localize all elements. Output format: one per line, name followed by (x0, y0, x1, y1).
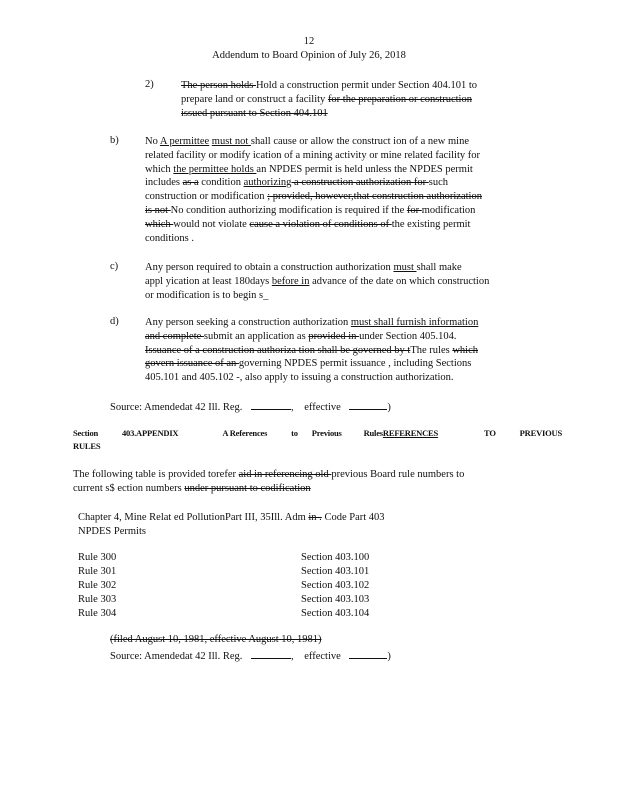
body-text: includes (145, 177, 183, 189)
source-text: Source: Amendedat 42 Ill. Reg. (110, 651, 243, 662)
body-text: Hold a construction permit under Section 404.101 to (255, 80, 477, 91)
blank-line (349, 400, 387, 410)
appendix-heading (73, 428, 562, 438)
table-row (78, 564, 378, 578)
inserted-text: before in (271, 275, 310, 287)
body-text: appl yication at least 180days (145, 275, 272, 287)
body-text: 405.101 and 405.102 -, also apply to issuing a construction authorization. (145, 372, 454, 384)
table-row (78, 550, 378, 564)
body-text: would not violate (173, 218, 250, 230)
body-text: Chapter 4, Mine Relat ed PollutionPart III, 35Ill. Adm (78, 512, 309, 523)
body-text: Code Part 403 (321, 512, 385, 523)
deleted-text: govern issuance of an (145, 358, 239, 370)
deleted-text: Issuance of a construction authoriza tion shall be governed by t (145, 344, 411, 356)
rule-cell: Rule 300 (78, 551, 117, 563)
section-cell: Section 403.101 (301, 565, 370, 577)
body-text: submit an application as (203, 330, 309, 342)
deleted-text: is not (145, 204, 171, 216)
deleted-text: for the preparation or construction (327, 93, 472, 105)
body-text: previous Board rule numbers to (331, 469, 465, 480)
deleted-text: in . (308, 512, 322, 523)
inserted-text: must not (211, 136, 251, 147)
deleted-text: aid in referencing old (238, 469, 332, 480)
close-paren: ) (387, 402, 391, 413)
deleted-text: (filed August 10, 1981, effective August 10, 1981) (110, 634, 322, 645)
rule-cell: Rule 304 (78, 608, 117, 620)
deleted-text: which (452, 344, 479, 356)
appendix-word: Rules (363, 428, 383, 438)
body-text: No (145, 136, 160, 147)
deleted-text: a construction authorization for (291, 177, 429, 189)
chapter-text (78, 511, 385, 539)
body-text: which (145, 163, 174, 175)
appendix-word: REFERENCES (382, 428, 439, 438)
deleted-text: provided in (308, 330, 360, 342)
body-text: current s$ ection numbers (73, 482, 185, 494)
appendix-word: Section (73, 428, 99, 438)
inserted-text: A permittee (159, 136, 210, 147)
blank-line (251, 400, 291, 410)
deleted-text: cause a violation of conditions of (249, 218, 392, 230)
appendix-word: Previous (311, 428, 342, 438)
source-text: Source: Amendedat 42 Ill. Reg. (110, 402, 243, 413)
blank-line (349, 649, 387, 659)
body-text: Any person required to obtain a construction authorization (145, 262, 394, 273)
body-text: the existing permit (391, 218, 471, 230)
section-cell: Section 403.103 (301, 594, 370, 606)
blank-line (251, 649, 291, 659)
deleted-text: issued pursuant to Section 404.101 (181, 107, 328, 119)
source-line: Source: Amendedat 42 Ill. Reg. , effective ) (110, 651, 391, 662)
rule-cell: Rule 301 (78, 565, 117, 577)
body-text: such (428, 177, 449, 189)
section-cell: Section 403.102 (301, 579, 370, 591)
rules-table (78, 550, 378, 621)
item-d-label: d) (110, 316, 119, 327)
body-text: under Section 405.104. (359, 330, 457, 342)
item-d-text (145, 316, 478, 385)
intro-text (73, 468, 464, 496)
deleted-text: The person holds (181, 80, 256, 91)
effective-text: effective (304, 651, 341, 662)
rule-cell: Rule 303 (78, 594, 117, 606)
deleted-text: for (406, 204, 422, 216)
item-b-label: b) (110, 135, 119, 146)
body-text: conditions . (145, 232, 194, 244)
deleted-text: as a (182, 177, 199, 189)
filed-line (110, 634, 322, 645)
body-text: prepare land or construct a facility (181, 93, 328, 105)
body-text: modification (421, 204, 476, 216)
body-text: governing NPDES permit issuance , including Sections (238, 358, 472, 370)
close-paren: ) (387, 651, 391, 662)
body-text: condition (198, 177, 244, 189)
appendix-heading-line2: RULES (73, 441, 101, 451)
body-text: an NPDES permit is held unless the NPDES permit (256, 163, 473, 175)
table-row (78, 578, 378, 592)
appendix-word: A References (222, 428, 268, 438)
appendix-word: to (291, 428, 298, 438)
body-text: NPDES Permits (78, 525, 146, 537)
source-line: Source: Amendedat 42 Ill. Reg. , effective ) (110, 402, 391, 413)
body-text: No condition authorizing modification is required if the (170, 204, 407, 216)
table-row (78, 593, 378, 607)
deleted-text: must shall furnish information (350, 317, 479, 328)
item-2-label: 2) (145, 79, 154, 90)
body-text: shall cause or allow the construct ion of a new mine (250, 136, 469, 147)
item-c-label: c) (110, 261, 119, 272)
appendix-word: TO (484, 428, 496, 438)
body-text: shall make (416, 262, 462, 273)
item-2-text (181, 79, 477, 120)
body-text: The following table is provided torefer (73, 469, 239, 480)
inserted-text: must (393, 262, 417, 273)
deleted-text: and complete (145, 330, 204, 342)
effective-text: effective (304, 402, 341, 413)
appendix-word: PREVIOUS (519, 428, 562, 438)
item-c-text (145, 261, 489, 302)
section-cell: Section 403.100 (301, 551, 370, 563)
deleted-text: ; provided, however,that construction authorization (267, 191, 482, 203)
inserted-text: authorizing (243, 177, 292, 189)
body-text: or modification is to begin s_ (145, 289, 269, 301)
section-cell: Section 403.104 (301, 608, 370, 620)
body-text: construction or modification (145, 191, 268, 203)
body-text: Any person seeking a construction authorization (145, 317, 351, 328)
appendix-word: 403.APPENDIX (121, 428, 179, 438)
table-row (78, 607, 378, 621)
body-text: The rules (410, 344, 453, 356)
body-text: related facility or modify ication of a mining activity or mine related facility for (145, 149, 481, 161)
page-title: Addendum to Board Opinion of July 26, 2018 (212, 50, 406, 61)
body-text: advance of the date on which construction (309, 275, 490, 287)
deleted-text: which (145, 218, 174, 230)
rule-cell: Rule 302 (78, 579, 117, 591)
page-number: 12 (303, 36, 315, 47)
item-b-text (145, 135, 482, 245)
deleted-text: under pursuant to codification (184, 482, 311, 494)
inserted-text: the permittee holds (173, 163, 257, 175)
